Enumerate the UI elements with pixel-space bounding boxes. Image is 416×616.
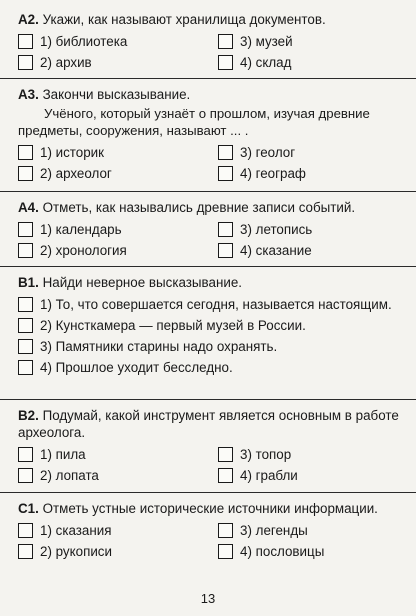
question-title: В1. Найди неверное высказывание. xyxy=(18,275,242,290)
option-1[interactable]: 1) пила xyxy=(18,446,218,463)
options xyxy=(18,144,403,182)
checkbox[interactable] xyxy=(18,222,33,237)
checkbox[interactable] xyxy=(18,55,33,70)
option-1[interactable]: 1) То, что совершается сегодня, называется настоящим. xyxy=(18,296,403,313)
option-3[interactable]: 3) Памятники старины надо охранять. xyxy=(18,338,403,355)
question-a2 xyxy=(18,11,403,71)
option-1[interactable]: 1) календарь xyxy=(18,221,218,238)
option-3[interactable]: 3) летопись xyxy=(218,221,403,238)
checkbox[interactable] xyxy=(18,468,33,483)
divider xyxy=(0,191,416,192)
checkbox[interactable] xyxy=(218,222,233,237)
checkbox[interactable] xyxy=(18,166,33,181)
question-c1 xyxy=(18,500,403,560)
question-title: А2. Укажи, как называют хранилища документов. xyxy=(18,12,326,27)
checkbox[interactable] xyxy=(18,318,33,333)
option-2[interactable]: 2) лопата xyxy=(18,467,218,484)
option-3[interactable]: 3) музей xyxy=(218,33,403,50)
options xyxy=(18,446,403,484)
option-3[interactable]: 3) геолог xyxy=(218,144,403,161)
option-2[interactable]: 2) рукописи xyxy=(18,543,218,560)
question-title: С1. Отметь устные исторические источники информации. xyxy=(18,501,378,516)
question-title: А4. Отметь, как назывались древние записи событий. xyxy=(18,200,356,215)
options xyxy=(18,522,403,560)
checkbox[interactable] xyxy=(218,166,233,181)
checkbox[interactable] xyxy=(218,145,233,160)
divider xyxy=(0,78,416,79)
checkbox[interactable] xyxy=(18,360,33,375)
option-4[interactable]: 4) пословицы xyxy=(218,543,403,560)
option-4[interactable]: 4) географ xyxy=(218,165,403,182)
checkbox[interactable] xyxy=(218,34,233,49)
question-b1 xyxy=(18,274,403,376)
checkbox[interactable] xyxy=(218,544,233,559)
divider xyxy=(0,399,416,400)
checkbox[interactable] xyxy=(218,243,233,258)
divider xyxy=(0,266,416,267)
option-4[interactable]: 4) грабли xyxy=(218,467,403,484)
question-text: Учёного, который узнаёт о прошлом, изучая древние предметы, сооружения, называют ... . xyxy=(18,106,370,138)
question-title: В2. Подумай, какой инструмент является основным в работе археолога. xyxy=(18,408,399,440)
option-1[interactable]: 1) сказания xyxy=(18,522,218,539)
question-b2 xyxy=(18,407,403,484)
checkbox[interactable] xyxy=(18,544,33,559)
option-2[interactable]: 2) археолог xyxy=(18,165,218,182)
option-1[interactable]: 1) историк xyxy=(18,144,218,161)
question-title: А3. Закончи высказывание. xyxy=(18,87,191,102)
option-2[interactable]: 2) хронология xyxy=(18,242,218,259)
option-4[interactable]: 4) Прошлое уходит бесследно. xyxy=(18,359,403,376)
checkbox[interactable] xyxy=(18,243,33,258)
option-4[interactable]: 4) сказание xyxy=(218,242,403,259)
option-1[interactable]: 1) библиотека xyxy=(18,33,218,50)
options xyxy=(18,33,403,71)
option-4[interactable]: 4) склад xyxy=(218,54,403,71)
checkbox[interactable] xyxy=(218,55,233,70)
checkbox[interactable] xyxy=(218,447,233,462)
checkbox[interactable] xyxy=(18,297,33,312)
divider xyxy=(0,492,416,493)
options xyxy=(18,221,403,259)
option-3[interactable]: 3) легенды xyxy=(218,522,403,539)
question-a3 xyxy=(18,86,403,182)
question-a4 xyxy=(18,199,403,259)
checkbox[interactable] xyxy=(18,145,33,160)
option-3[interactable]: 3) топор xyxy=(218,446,403,463)
page-number: 13 xyxy=(200,591,216,606)
checkbox[interactable] xyxy=(18,339,33,354)
checkbox[interactable] xyxy=(18,447,33,462)
option-2[interactable]: 2) Кунсткамера — первый музей в России. xyxy=(18,317,403,334)
checkbox[interactable] xyxy=(218,523,233,538)
checkbox[interactable] xyxy=(18,34,33,49)
options xyxy=(18,296,403,376)
checkbox[interactable] xyxy=(218,468,233,483)
option-2[interactable]: 2) архив xyxy=(18,54,218,71)
checkbox[interactable] xyxy=(18,523,33,538)
